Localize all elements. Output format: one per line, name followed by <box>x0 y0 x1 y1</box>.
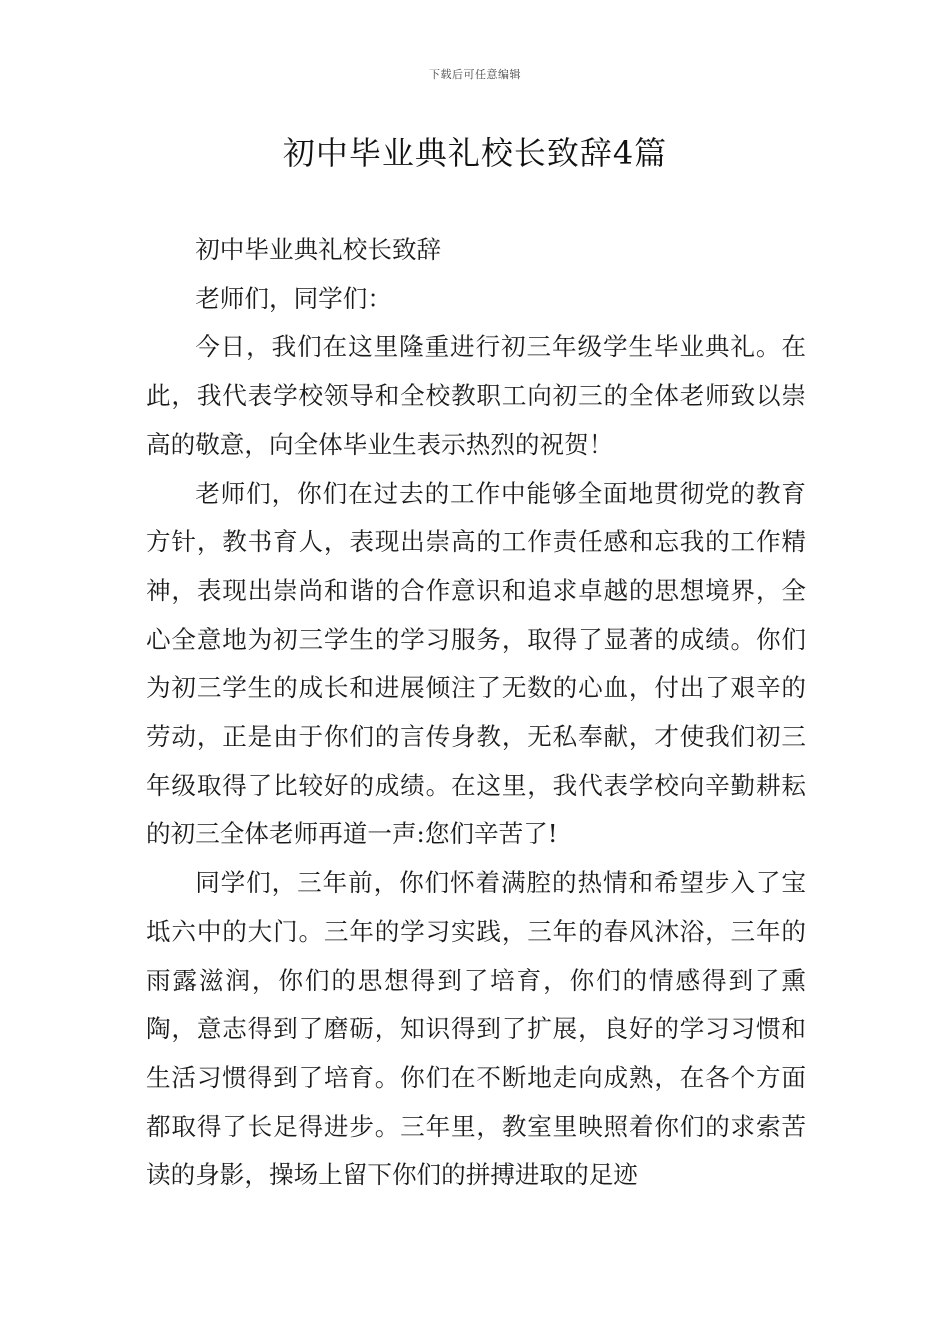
document-title: 初中毕业典礼校长致辞4篇 <box>282 134 668 172</box>
body-paragraph: 老师们，你们在过去的工作中能够全面地贯彻党的教育方针，教书育人，表现出崇高的工作责任感和忘我的工作精神，表现出崇尚和谐的合作意识和追求卓越的思想境界，全心全意地为初三学生的学习服务，取得了显著的成绩。你们为初三学生的成长和进展倾注了无数的心血，付出了艰辛的劳动，正是由于你们的言传身教，无私奉献，才使我们初三年级取得了比较好的成绩。在这里，我代表学校向辛勤耕耘的初三全体老师再道一声:您们辛苦了! <box>146 478 806 849</box>
body-paragraph: 同学们，三年前，你们怀着满腔的热情和希望步入了宝坻六中的大门。三年的学习实践，三年的春风沐浴，三年的雨露滋润，你们的思想得到了培育，你们的情感得到了熏陶，意志得到了磨砺，知识得到了扩展，良好的学习习惯和生活习惯得到了培育。你们在不断地走向成熟，在各个方面都取得了长足得进步。三年里，教室里映照着你们的求索苦读的身影，操场上留下你们的拼搏进取的足迹 <box>146 868 806 1190</box>
document-body <box>146 226 806 1200</box>
subtitle-paragraph: 初中毕业典礼校长致辞 <box>195 235 442 264</box>
body-paragraph: 今日，我们在这里隆重进行初三年级学生毕业典礼。在此，我代表学校领导和全校教职工向初三的全体老师致以崇高的敬意，向全体毕业生表示热烈的祝贺！ <box>146 332 806 459</box>
salutation-paragraph: 老师们，同学们： <box>195 283 392 313</box>
header-note: 下载后可任意编辑 <box>429 68 521 81</box>
